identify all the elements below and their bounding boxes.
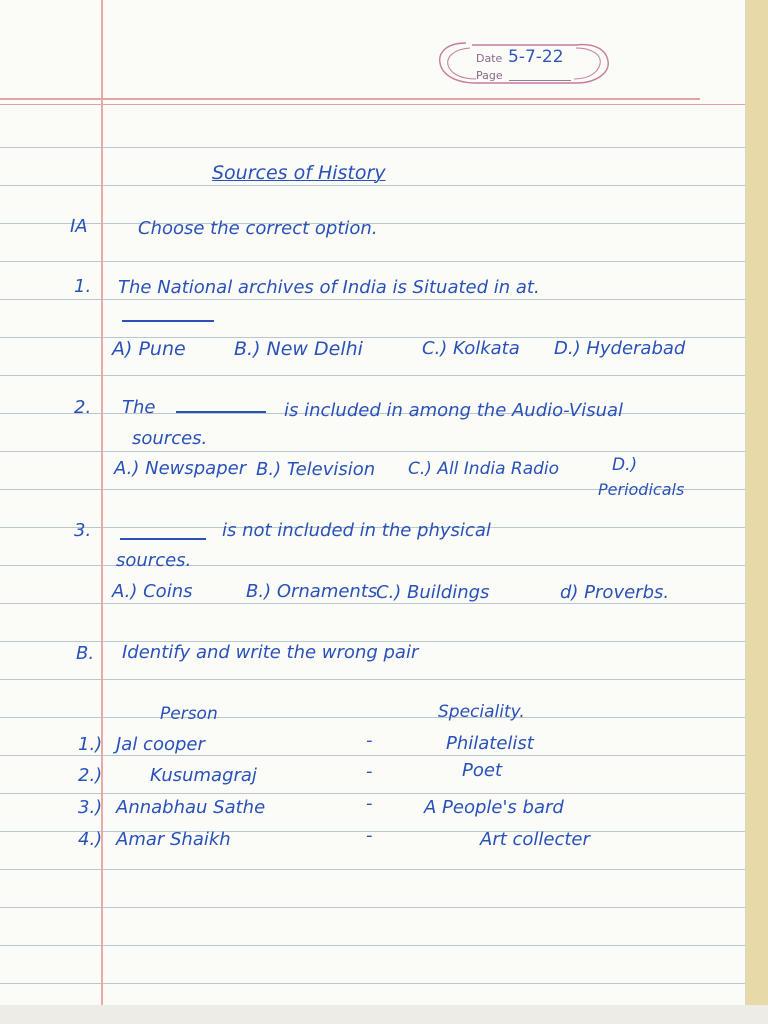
option-c: C.) Kolkata: [422, 338, 520, 359]
page-label: Page: [476, 69, 503, 82]
row-speciality: Philatelist: [446, 733, 534, 754]
page-number-line: [509, 80, 571, 81]
row-dash: -: [366, 761, 373, 782]
column-header-speciality: Speciality.: [438, 702, 525, 722]
date-value: 5-7-22: [508, 47, 564, 67]
option-b: B.) Ornaments: [246, 581, 378, 602]
answer-blank: [176, 411, 266, 413]
answer-blank: [120, 538, 206, 540]
page-header-area: [0, 0, 745, 100]
question-text-cont: sources.: [132, 428, 208, 449]
answer-blank: [122, 320, 214, 322]
question-number: 1.: [74, 276, 92, 297]
section-a-label: IA: [70, 216, 88, 237]
question-number: 2.: [74, 397, 92, 418]
option-d: d) Proverbs.: [560, 582, 670, 603]
option-a: A.) Newspaper: [114, 458, 247, 479]
option-d: D.): [612, 455, 638, 475]
column-header-person: Person: [160, 704, 218, 724]
option-b: B.) New Delhi: [234, 338, 363, 360]
margin-line: [101, 0, 103, 1024]
option-d-cont: Periodicals: [598, 480, 685, 499]
row-number: 1.): [78, 734, 103, 755]
row-number: 3.): [78, 797, 103, 818]
question-number: 3.: [74, 520, 92, 541]
date-page-stamp: [436, 39, 612, 87]
option-c: C.) All India Radio: [408, 459, 560, 479]
question-text: The National archives of India is Situated in at.: [118, 277, 540, 298]
row-number: 2.): [78, 765, 103, 786]
row-person: Kusumagraj: [150, 765, 257, 786]
option-a: A.) Coins: [112, 581, 193, 602]
row-dash: -: [366, 825, 373, 846]
row-person: Jal cooper: [116, 734, 205, 755]
question-text-cont: sources.: [116, 550, 192, 571]
date-label: Date: [476, 52, 503, 65]
header-rule: [0, 104, 745, 105]
section-b-label: B.: [76, 643, 95, 664]
section-a-instruction: Choose the correct option.: [138, 218, 378, 239]
question-text: The: [122, 397, 156, 418]
row-person: Amar Shaikh: [116, 829, 231, 850]
row-dash: -: [366, 793, 373, 814]
question-text: is not included in the physical: [222, 520, 491, 541]
option-c: C.) Buildings: [376, 582, 490, 603]
question-text: is included in among the Audio-Visual: [284, 400, 624, 421]
section-b-instruction: Identify and write the wrong pair: [122, 642, 419, 663]
row-speciality: A People's bard: [424, 797, 564, 818]
page-title: Sources of History: [212, 162, 386, 184]
header-rule: [0, 98, 700, 100]
row-speciality: Art collecter: [480, 829, 590, 850]
row-speciality: Poet: [462, 760, 502, 781]
row-person: Annabhau Sathe: [116, 797, 266, 818]
page-bottom-edge: [0, 1005, 768, 1024]
option-d: D.) Hyderabad: [554, 338, 686, 359]
row-dash: -: [366, 730, 373, 751]
option-a: A) Pune: [112, 338, 186, 360]
option-b: B.) Television: [256, 459, 376, 480]
row-number: 4.): [78, 829, 103, 850]
